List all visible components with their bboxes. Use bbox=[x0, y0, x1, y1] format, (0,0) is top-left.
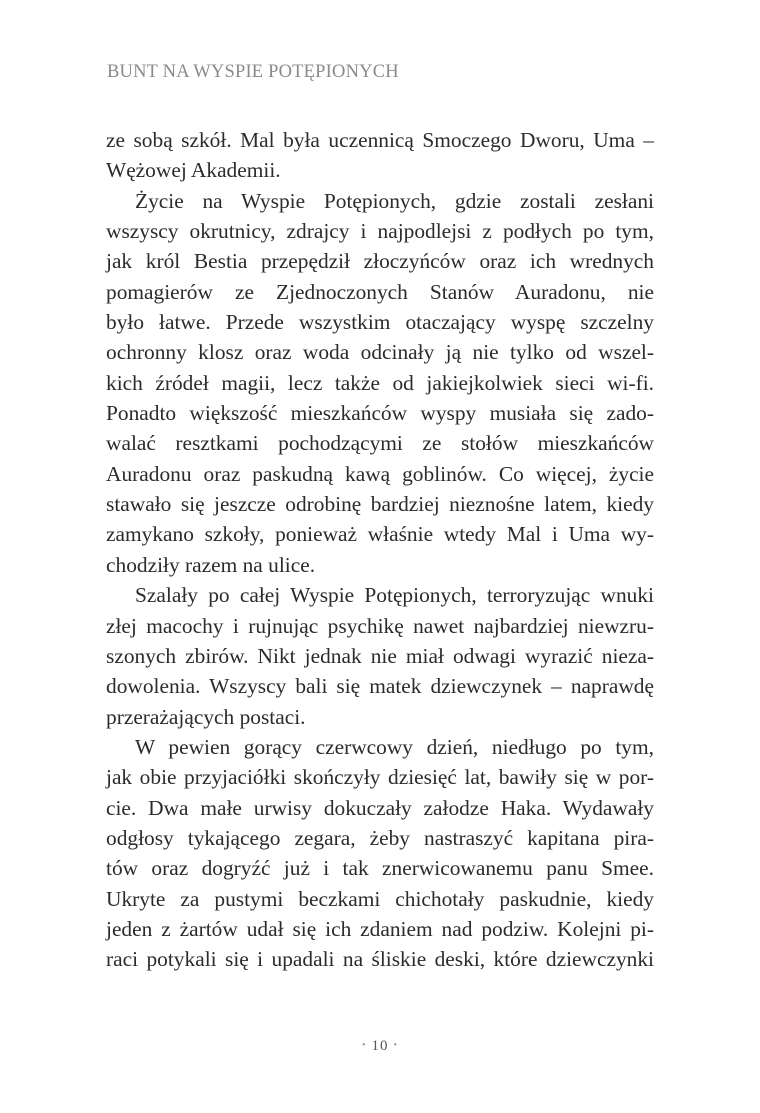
ornament-dot-icon: • bbox=[361, 1040, 367, 1051]
text-line: zamykano szkoły, ponieważ właśnie wtedy Mal i Uma wy- bbox=[106, 522, 654, 547]
text-line: kich źródeł magii, lecz także od jakiejkolwiek sieci wi-fi. bbox=[106, 370, 654, 395]
text-line: było łatwe. Przede wszystkim otaczający wyspę szczelny bbox=[106, 310, 654, 335]
text-line: ochronny klosz oraz woda odcinały ją nie tylko od wszel- bbox=[106, 340, 654, 365]
text-line: raci potykali się i upadali na śliskie deski, które dziewczynki bbox=[106, 947, 654, 972]
text-line: chodziły razem na ulice. bbox=[106, 552, 316, 577]
text-line: jak obie przyjaciółki skończyły dziesięć lat, bawiły się w por- bbox=[106, 765, 654, 790]
text-line: przerażających postaci. bbox=[106, 704, 306, 729]
text-line: dowolenia. Wszyscy bali się matek dziewczynek – naprawdę bbox=[106, 674, 654, 699]
text-line: stawało się jeszcze odrobinę bardziej nieznośne latem, kiedy bbox=[106, 492, 654, 517]
ornament-dot-icon: • bbox=[393, 1040, 399, 1051]
text-line: Wężowej Akademii. bbox=[106, 158, 281, 183]
text-line: Auradonu oraz paskudną kawą goblinów. Co więcej, życie bbox=[106, 461, 654, 486]
page-number-footer bbox=[0, 1038, 760, 1055]
text-line: wszyscy okrutnicy, zdrajcy i najpodlejsi z podłych po tym, bbox=[106, 219, 654, 244]
text-line: Życie na Wyspie Potępionych, gdzie zostali zesłani bbox=[135, 188, 654, 213]
text-line: Ukryte za pustymi beczkami chichotały paskudnie, kiedy bbox=[106, 886, 654, 911]
text-line: walać resztkami pochodzącymi ze stołów mieszkańców bbox=[106, 431, 654, 456]
text-line: Ponadto większość mieszkańców wyspy musiała się zado- bbox=[106, 401, 654, 426]
page-number: 10 bbox=[371, 1038, 389, 1054]
text-line: tów oraz dogryźć już i tak znerwicowanemu panu Smee. bbox=[106, 856, 654, 881]
text-line: ze sobą szkół. Mal była uczennicą Smoczego Dworu, Uma – bbox=[106, 128, 654, 152]
text-line: pomagierów ze Zjednoczonych Stanów Auradonu, nie bbox=[106, 279, 654, 304]
text-line: jeden z żartów udał się ich zdaniem nad podziw. Kolejni pi- bbox=[106, 916, 654, 941]
body-text bbox=[106, 125, 654, 975]
text-line: złej macochy i rujnując psychikę nawet najbardziej niewzru- bbox=[106, 613, 654, 638]
text-line: W pewien gorący czerwcowy dzień, niedługo po tym, bbox=[135, 734, 654, 759]
text-line: szonych zbirów. Nikt jednak nie miał odwagi wyrazić nieza- bbox=[106, 643, 654, 668]
text-line: jak król Bestia przepędził złoczyńców oraz ich wrednych bbox=[106, 249, 654, 274]
text-line: cie. Dwa małe urwisy dokuczały załodze Haka. Wydawały bbox=[106, 795, 654, 820]
running-header-title: BUNT NA WYSPIE POTĘPIONYCH bbox=[107, 62, 399, 82]
text-line: Szalały po całej Wyspie Potępionych, terroryzując wnuki bbox=[135, 583, 654, 608]
text-line: odgłosy tykającego zegara, żeby nastraszyć kapitana pira- bbox=[106, 825, 654, 850]
